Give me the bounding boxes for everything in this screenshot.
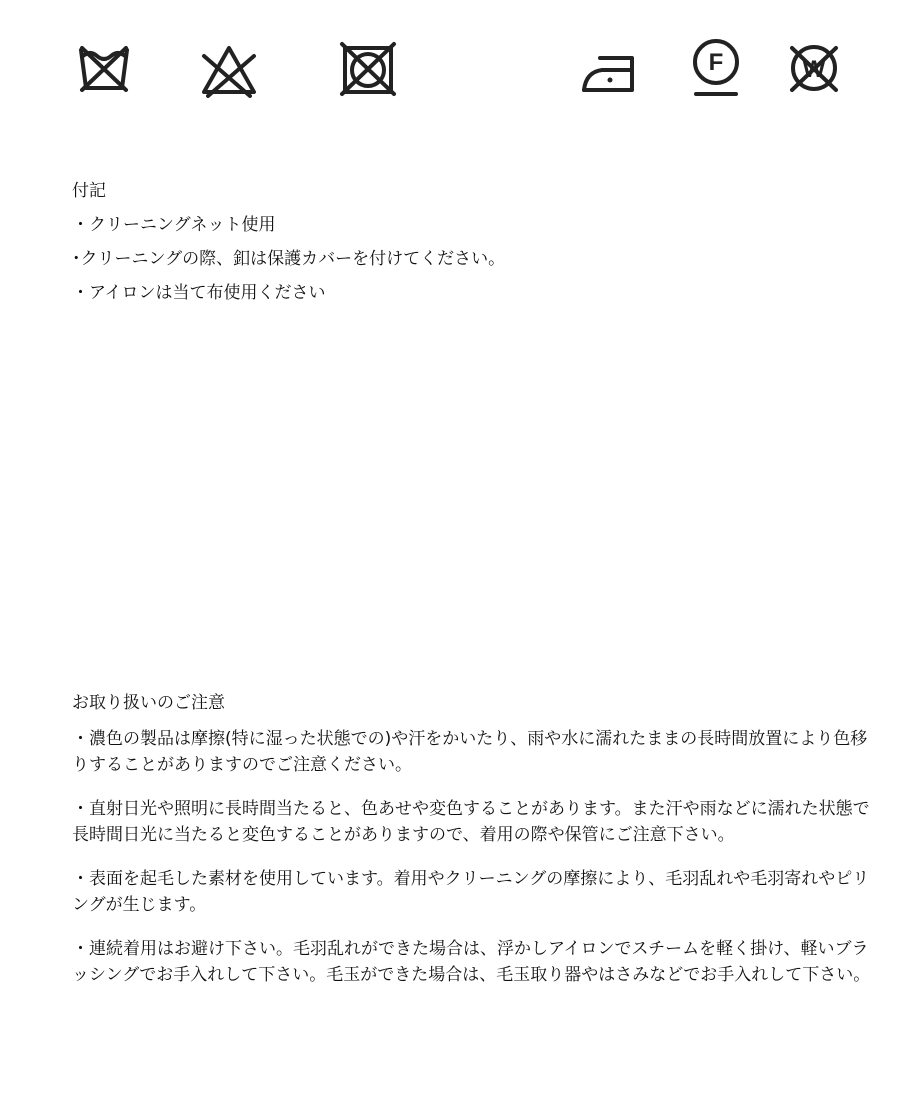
notes-item: ・アイロンは当て布使用ください xyxy=(72,283,326,303)
no-wet-cleaning-icon xyxy=(786,40,842,96)
dry-clean-f-icon xyxy=(688,36,744,100)
care-paragraph: ・連続着用はお避け下さい。毛羽乱れができた場合は、浮かしアイロンでスチームを軽く掛け、軽いブラッシングでお手入れして下さい。毛玉ができた場合は、毛玉取り器やはさみなどでお手入れして下さい。 xyxy=(72,939,871,985)
svg-text:W: W xyxy=(802,56,826,83)
notes-title: 付記 xyxy=(72,181,106,201)
care-title: お取り扱いのご注意 xyxy=(72,693,225,713)
do-not-bleach-icon xyxy=(198,42,260,98)
do-not-wash-icon xyxy=(76,40,132,96)
care-paragraph: ・表面を起毛した素材を使用しています。着用やクリーニングの摩擦により、毛羽乱れや毛羽寄れやピリングが生じます。 xyxy=(72,869,870,915)
notes-section xyxy=(72,178,505,314)
iron-low-icon xyxy=(580,50,640,94)
care-symbols-row xyxy=(0,0,920,110)
notes-item: ・クリーニングネット使用 xyxy=(72,215,276,235)
care-section xyxy=(72,690,872,1006)
do-not-tumble-dry-icon xyxy=(338,40,398,98)
care-paragraph: ・直射日光や照明に長時間当たると、色あせや変色することがあります。また汗や雨などに濡れた状態で長時間日光に当たると変色することがありますので、着用の際や保管にご注意下さい。 xyxy=(72,799,870,845)
svg-text:F: F xyxy=(708,49,724,76)
care-paragraph: ・濃色の製品は摩擦(特に湿った状態での)や汗をかいたり、雨や水に濡れたままの長時間放置により色移りすることがありますのでご注意ください。 xyxy=(72,729,868,775)
notes-item: ･クリーニングの際、釦は保護カバーを付けてください。 xyxy=(72,249,506,269)
